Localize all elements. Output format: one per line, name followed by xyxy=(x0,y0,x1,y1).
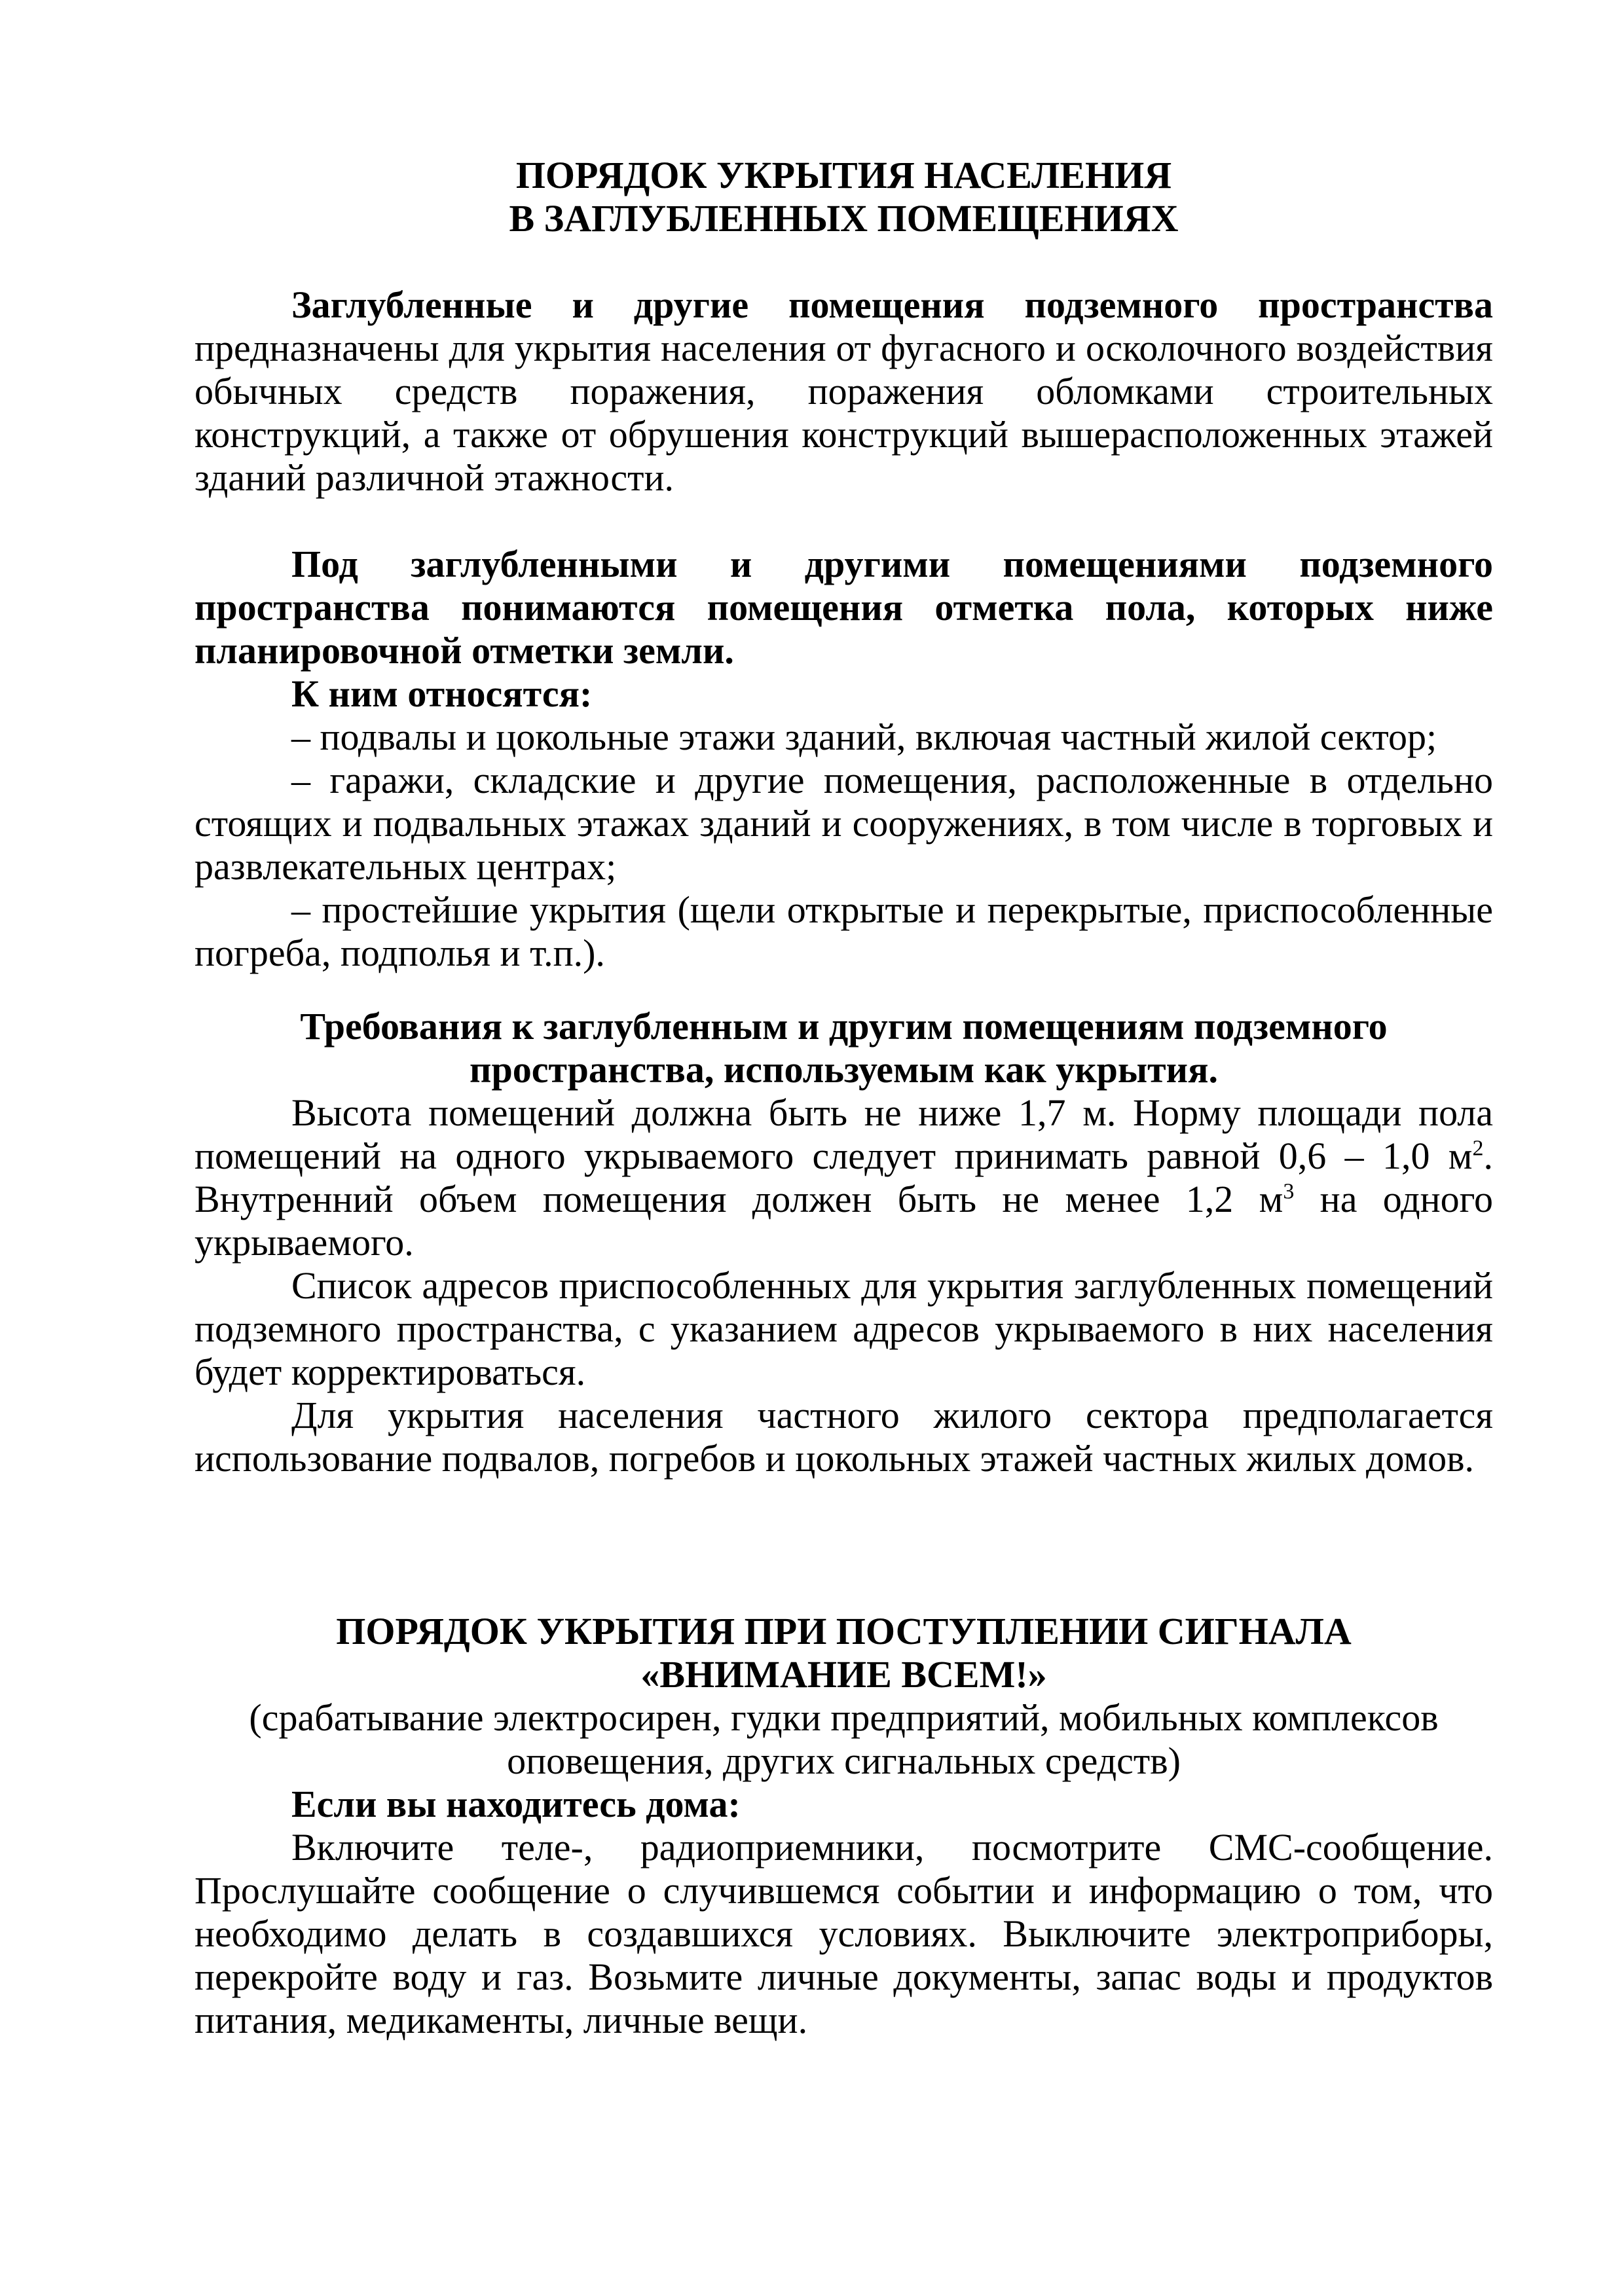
list-heading: К ним относятся: xyxy=(291,672,593,715)
requirements-heading-line2: пространства, используемым как укрытия. xyxy=(470,1048,1218,1091)
requirements-paragraph xyxy=(194,1091,1493,1264)
list-item: – подвалы и цокольные этажи зданий, включая частный жилой сектор; xyxy=(291,716,1437,758)
addresses-paragraph: Список адресов приспособленных для укрытия заглубленных помещений подземного пространства, с указанием адресов укрываемого в них населения будет корректироваться. xyxy=(194,1264,1493,1393)
section1-title-line1: ПОРЯДОК УКРЫТИЯ НАСЕЛЕНИЯ xyxy=(515,154,1172,196)
intro-bold-lead: Заглубленные и другие помещения подземного пространства xyxy=(291,283,1493,326)
req-sup-3: 3 xyxy=(1283,1179,1295,1204)
home-paragraph: Включите теле-, радиоприемники, посмотрите СМС-сообщение. Прослушайте сообщение о случившемся событии и информацию о том, что необходимо делать в создавшихся условиях. Выключите электроприборы, перекройте воду и газ. Возьмите личные документы, запас воды и продуктов питания, медикаменты, личные вещи. xyxy=(194,1826,1493,2041)
section3-title-line1: ПОРЯДОК УКРЫТИЯ ПРИ ПОСТУПЛЕНИИ СИГНАЛА xyxy=(336,1610,1352,1652)
signal-note-line2: оповещения, других сигнальных средств) xyxy=(507,1740,1181,1782)
intro-rest: предназначены для укрытия населения от фугасного и осколочного воздействия обычных средств поражения, поражения обломками строительных конструкций, а также от обрушения конструкций вышерасположенных этажей зданий различной этажности. xyxy=(194,327,1493,499)
document-body xyxy=(194,154,1493,2042)
req-text-3: на одного укрываемого. xyxy=(194,1178,1493,1264)
signal-note-line1: (срабатывание электросирен, гудки предприятий, мобильных комплексов xyxy=(249,1696,1439,1739)
definition-paragraph: Под заглубленными и другими помещениями подземного пространства понимаются помещения отметка пола, которых ниже планировочной отметки земли. xyxy=(194,543,1493,672)
section1-title-line2: В ЗАГЛУБЛЕННЫХ ПОМЕЩЕНИЯХ xyxy=(509,197,1179,240)
home-heading: Если вы находитесь дома: xyxy=(291,1783,741,1825)
section3-title-line2: «ВНИМАНИЕ ВСЕМ!» xyxy=(640,1653,1047,1696)
private-sector-paragraph: Для укрытия населения частного жилого сектора предполагается использование подвалов, погребов и цокольных этажей частных жилых домов. xyxy=(194,1394,1493,1480)
req-text-2: . Внутренний объем помещения должен быть не менее 1,2 м xyxy=(194,1135,1493,1220)
list-item: – простейшие укрытия (щели открытые и перекрытые, приспособленные погреба, подполья и т.п.). xyxy=(194,888,1493,974)
req-sup-2: 2 xyxy=(1472,1136,1484,1161)
intro-paragraph xyxy=(194,283,1493,500)
req-text-1: Высота помещений должна быть не ниже 1,7 м. Норму площади пола помещений на одного укрываемого следует принимать равной 0,6 – 1,0 м xyxy=(194,1091,1493,1177)
list-item: – гаражи, складские и другие помещения, расположенные в отдельно стоящих и подвальных этажах зданий и сооружениях, в том числе в торговых и развлекательных центрах; xyxy=(194,759,1493,888)
requirements-heading-line1: Требования к заглубленным и другим помещениям подземного xyxy=(300,1005,1388,1048)
